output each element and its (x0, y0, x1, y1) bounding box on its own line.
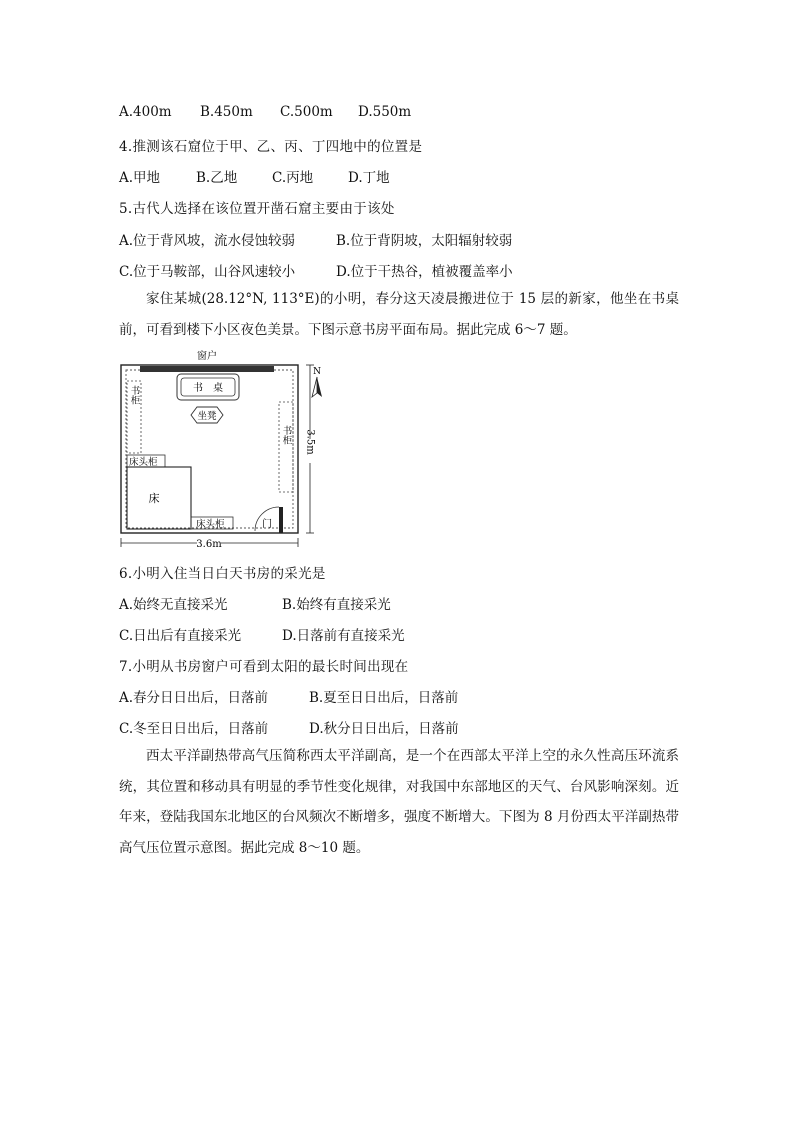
bed-label: 床 (148, 492, 160, 505)
window-bar (140, 366, 274, 372)
q4-option-b: B.乙地 (196, 170, 238, 186)
q7-option-a: A.春分日日出后，日落前 (119, 690, 269, 706)
nightstand-bottom-label: 床头柜 (196, 519, 225, 530)
q4-option-c: C.丙地 (272, 170, 314, 186)
door-label: 门 (262, 519, 272, 530)
q4-stem: 4.推测该石窟位于甲、乙、丙、丁四地中的位置是 (119, 139, 423, 155)
q6-option-d: D.日落前有直接采光 (282, 628, 405, 644)
desk-label: 书 桌 (193, 383, 223, 394)
q5-option-d: D.位于干热谷，植被覆盖率小 (336, 264, 513, 280)
right-shelf-label: 书柜 (280, 425, 292, 445)
q6-option-b: B.始终有直接采光 (282, 597, 391, 613)
q7-option-b: B.夏至日日出后，日落前 (309, 690, 459, 706)
north-arrow-icon (317, 377, 322, 397)
intro-paragraph-2: 西太平洋副热带高气压简称西太平洋副高，是一个在西部太平洋上空的永久性高压环流系统，其位置和移动具有明显的季节性变化规律，对我国中东部地区的天气、台风影响深刻。近年来，登陆我国东北地区的台风频次不断增多，强度不断增大。下图为 8 月份西太平洋副热带高气压位置示意图。据此完成 8～10 题。 (119, 748, 679, 856)
q7-option-d: D.秋分日日出后，日落前 (309, 721, 459, 737)
q4-option-a: A.甲地 (119, 170, 161, 186)
q3-option-a: A.400m (119, 104, 172, 120)
q7-stem: 7.小明从书房窗户可看到太阳的最长时间出现在 (119, 659, 409, 675)
window-label: 窗户 (197, 351, 217, 362)
height-label: 3.5m (304, 429, 316, 455)
q3-option-b: B.450m (200, 104, 253, 120)
north-label: N (313, 367, 321, 377)
width-label: 3.6m (196, 539, 222, 550)
q3-option-d: D.550m (358, 104, 412, 120)
intro-paragraph-1: 家住某城(28.12°N, 113°E)的小明，春分这天凌晨搬进位于 15 层的新家，他坐在书桌前，可看到楼下小区夜色美景。下图示意书房平面布局。据此完成 6～7 题。 (119, 291, 679, 338)
study-floor-plan (117, 347, 332, 552)
stool-label: 坐凳 (197, 411, 217, 422)
q4-option-d: D.丁地 (348, 170, 390, 186)
nightstand-top-label: 床头柜 (129, 457, 158, 468)
q7-option-c: C.冬至日日出后，日落前 (119, 721, 269, 737)
q5-option-a: A.位于背风坡，流水侵蚀较弱 (119, 233, 296, 249)
q6-option-c: C.日出后有直接采光 (119, 628, 242, 644)
left-shelf-label: 书柜 (128, 385, 140, 405)
q6-stem: 6.小明入住当日白天书房的采光是 (119, 566, 326, 582)
q5-stem: 5.古代人选择在该位置开凿石窟主要由于该处 (119, 201, 395, 217)
q5-option-c: C.位于马鞍部，山谷风速较小 (119, 264, 296, 280)
q5-option-b: B.位于背阴坡，太阳辐射较弱 (336, 233, 513, 249)
q6-option-a: A.始终无直接采光 (119, 597, 228, 613)
q3-option-c: C.500m (280, 104, 333, 120)
